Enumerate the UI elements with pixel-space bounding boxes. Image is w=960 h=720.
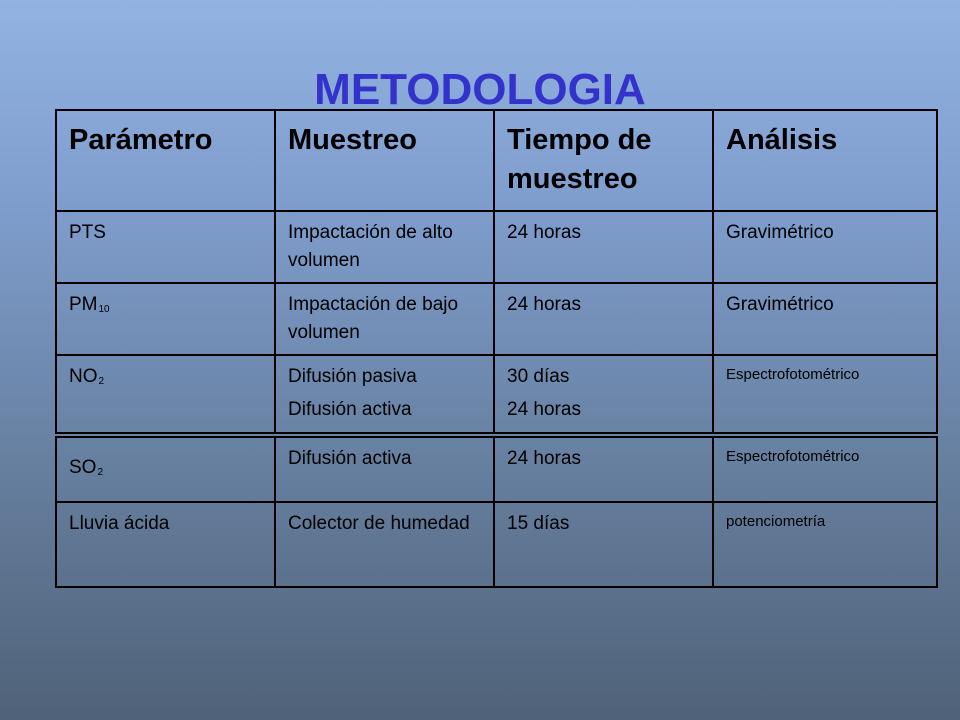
analysis-cell: Gravimétrico [713,211,937,283]
parameter-subscript: 2 [97,467,104,478]
sampling-cell [275,355,494,433]
parameter-name: SO [69,457,97,478]
table-row [56,283,937,355]
table-row [56,437,937,502]
table-row [56,355,937,433]
header-tiempo-de-muestreo: Tiempo de muestreo [494,110,713,211]
analysis-cell: potenciometría [713,502,937,587]
header-analisis: Análisis [713,110,937,211]
parameter-cell [56,283,275,355]
parameter-cell [56,437,275,502]
parameter-cell: Lluvia ácida [56,502,275,587]
table-row [56,502,937,587]
time-cell [494,355,713,433]
analysis-cell: Espectrofotométrico [713,355,937,433]
parameter-cell: PTS [56,211,275,283]
parameter-subscript: 2 [98,376,105,387]
parameter-name: PM [69,294,98,315]
time-line: 30 días [507,366,570,387]
time-line: 24 horas [507,399,581,420]
sampling-cell: Impactación de alto volumen [275,211,494,283]
header-parametro: Parámetro [56,110,275,211]
table-row [56,211,937,283]
methodology-table-continued [55,436,938,588]
table-header-row [56,110,937,211]
time-cell: 24 horas [494,211,713,283]
time-cell: 15 días [494,502,713,587]
header-muestreo: Muestreo [275,110,494,211]
parameter-name: NO [69,366,98,387]
sampling-line: Difusión activa [288,399,412,420]
page-title: METODOLOGIA [314,65,646,114]
sampling-line: Difusión pasiva [288,366,417,387]
parameter-cell [56,355,275,433]
time-cell: 24 horas [494,437,713,502]
methodology-table [55,109,938,434]
time-cell: 24 horas [494,283,713,355]
sampling-cell: Difusión activa [275,437,494,502]
parameter-subscript: 10 [98,304,110,315]
analysis-cell: Gravimétrico [713,283,937,355]
sampling-cell: Impactación de bajo volumen [275,283,494,355]
sampling-cell: Colector de humedad [275,502,494,587]
analysis-cell: Espectrofotométrico [713,437,937,502]
